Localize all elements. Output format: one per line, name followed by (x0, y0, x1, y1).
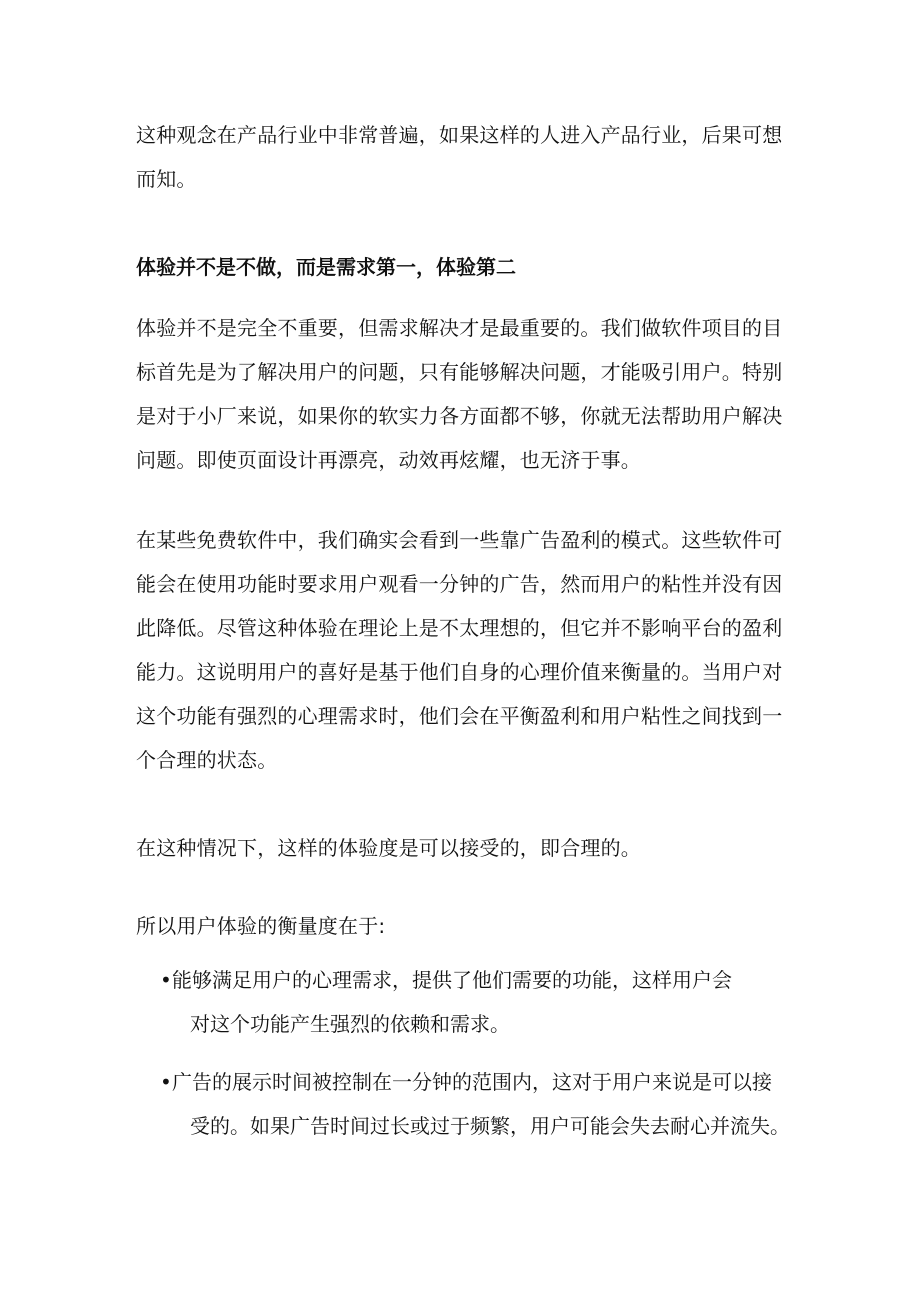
bullet-item-2 (160, 1060, 800, 1148)
text-line: 而知。 (136, 167, 197, 191)
bullet-text-continued: 对这个功能产生强烈的依赖和需求。 (190, 1012, 510, 1036)
text-line: 体验并不是完全不重要，但需求解决才是最重要的。我们做软件项目的目 (136, 316, 783, 340)
paragraph-measure-intro: 所以用户体验的衡量度在于: (136, 914, 386, 938)
bullet-text-continued: 受的。如果广告时间过长或过于频繁，用户可能会失去耐心并流失。 (190, 1114, 790, 1138)
paragraph-intro (136, 113, 796, 201)
paragraph-need-first (136, 306, 796, 482)
text-line: 是对于小厂来说，如果你的软实力各方面都不够，你就无法帮助用户解决 (136, 404, 783, 428)
bullet-item-1 (160, 958, 800, 1046)
text-line: 能会在使用功能时要求用户观看一分钟的广告，然而用户的粘性并没有因 (136, 572, 783, 596)
text-line: 这种观念在产品行业中非常普遍，如果这样的人进入产品行业，后果可想 (136, 123, 783, 147)
text-line: 此降低。尽管这种体验在理论上是不太理想的，但它并不影响平台的盈利 (136, 616, 783, 640)
bullet-marker: • (160, 1070, 172, 1094)
text-line: 这个功能有强烈的心理需求时，他们会在平衡盈利和用户粘性之间找到一 (136, 704, 783, 728)
paragraph-ad-model (136, 518, 796, 782)
bullet-text: 能够满足用户的心理需求，提供了他们需要的功能，这样用户会 (172, 968, 732, 992)
bullet-text: 广告的展示时间被控制在一分钟的范围内，这对于用户来说是可以接 (172, 1070, 772, 1094)
bullet-marker: • (160, 968, 172, 992)
text-line: 在某些免费软件中，我们确实会看到一些靠广告盈利的模式。这些软件可 (136, 528, 783, 552)
text-line: 问题。即使页面设计再漂亮，动效再炫耀，也无济于事。 (136, 448, 641, 472)
section-heading: 体验并不是不做，而是需求第一，体验第二 (136, 255, 516, 279)
text-line: 能力。这说明用户的喜好是基于他们自身的心理价值来衡量的。当用户对 (136, 660, 783, 684)
text-line: 标首先是为了解决用户的问题，只有能够解决问题，才能吸引用户。特别 (136, 360, 783, 384)
paragraph-acceptable: 在这种情况下，这样的体验度是可以接受的，即合理的。 (136, 836, 641, 860)
text-line: 个合理的状态。 (136, 748, 278, 772)
